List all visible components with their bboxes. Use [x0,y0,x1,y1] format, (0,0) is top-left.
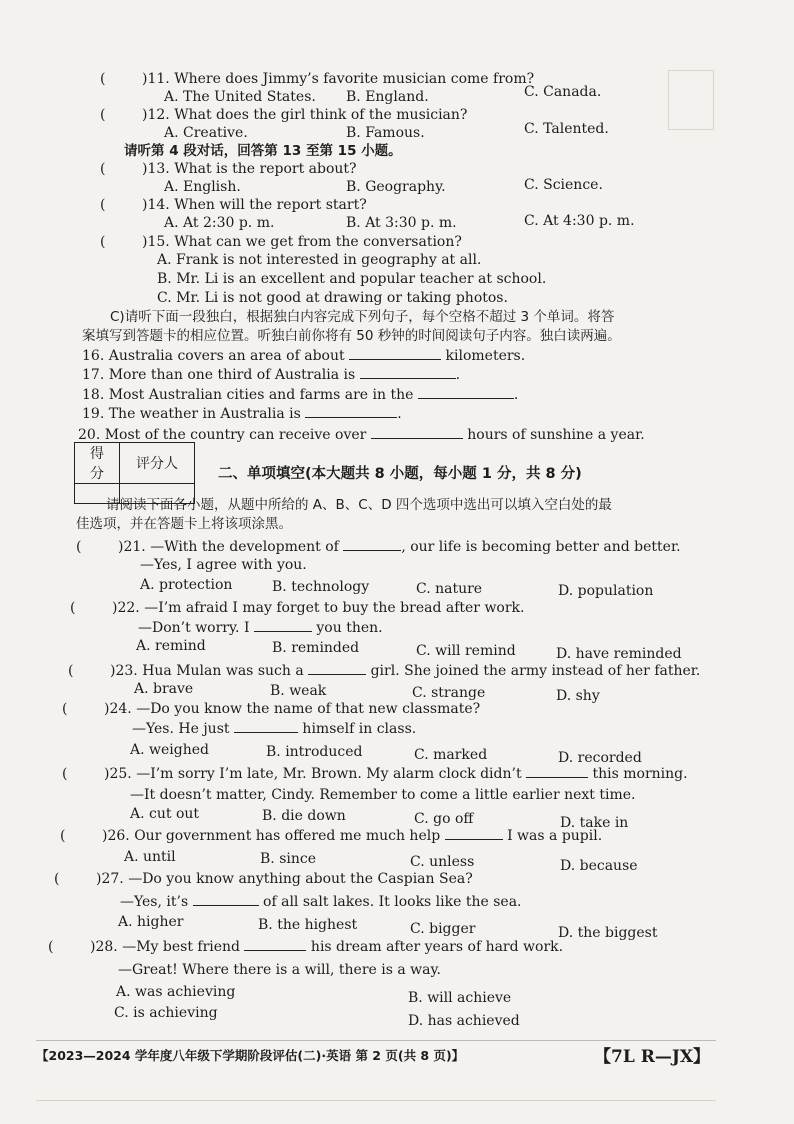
q27-option-b: B. the highest [258,917,358,933]
q26-option-d: D. because [560,858,638,874]
mc-blank-25[interactable] [526,764,588,778]
q23-option-d: D. shy [556,688,600,704]
question-15: ( )15. What can we get from the conversation? [100,234,462,250]
q28-option-a: A. was achieving [116,984,236,1000]
q21-option-d: D. population [558,583,654,599]
question-25: ( )25. —I’m sorry I’m late, Mr. Brown. My alarm clock didn’t this morning. [62,766,688,782]
q28-reply: —Great! Where there is a will, there is a way. [118,962,442,978]
q11-option-c: C. Canada. [524,84,602,100]
fill-item-16: 16. Australia covers an area of about kilometers. [82,348,526,364]
q26-option-c: C. unless [410,854,475,870]
footer-text: 【2023—2024 学年度八年级下学期阶段评估(二)·英语 第 2 页(共 8 页)】 [36,1048,465,1063]
q26-option-b: B. since [260,851,316,867]
q28-option-b: B. will achieve [408,990,512,1006]
q12-option-c: C. Talented. [524,121,609,137]
fill-item-19: 19. The weather in Australia is . [82,406,402,422]
question-21: ( )21. —With the development of , our life is becoming better and better. [76,539,681,555]
q21-option-a: A. protection [140,577,233,593]
q22-option-a: A. remind [136,638,206,654]
question-13: ( )13. What is the report about? [100,161,357,177]
answer-blank-17[interactable] [360,365,456,379]
q11-option-b: B. England. [346,89,429,105]
question-27: ( )27. —Do you know anything about the Caspian Sea? [54,871,473,887]
q27-option-d: D. the biggest [558,925,658,941]
q24-option-a: A. weighed [130,742,209,758]
q24-option-c: C. marked [414,747,488,763]
q15-option-c: C. Mr. Li is not good at drawing or taking photos. [157,290,508,306]
q12-option-b: B. Famous. [346,125,425,141]
footer-code: 【7L R—JX】 [594,1047,711,1067]
q27-option-a: A. higher [118,914,184,930]
q22-option-b: B. reminded [272,640,360,656]
mc-blank-28[interactable] [244,937,306,951]
mc-blank-26[interactable] [445,826,503,840]
question-23: ( )23. Hua Mulan was such a girl. She joined the army instead of her father. [68,663,701,679]
fill-item-20: 20. Most of the country can receive over hours of sunshine a year. [78,427,645,443]
q25-option-b: B. die down [262,808,346,824]
fill-item-18: 18. Most Australian cities and farms are in the . [82,387,519,403]
partC-instruction-line1: C)请听下面一段独白，根据独白内容完成下列句子，每个空格不超过 3 个单词。将答 [110,309,615,325]
q28-option-d: D. has achieved [408,1013,520,1029]
q22-option-c: C. will remind [416,643,516,659]
q24-option-d: D. recorded [558,750,642,766]
section2-instruction-line2: 佳选项，并在答题卡上将该项涂黑。 [76,516,292,532]
question-28: ( )28. —My best friend his dream after years of hard work. [48,939,564,955]
score-header: 得 分 [75,443,120,484]
q21-reply: —Yes, I agree with you. [140,557,307,573]
q23-option-a: A. brave [134,681,194,697]
q24-option-b: B. introduced [266,744,363,760]
q25-option-d: D. take in [560,815,629,831]
q22-reply: —Don’t worry. I you then. [138,620,383,636]
mc-blank-22[interactable] [254,618,312,632]
grader-header: 评分人 [120,443,195,484]
score-table [74,442,195,504]
q22-option-d: D. have reminded [556,646,682,662]
answer-blank-19[interactable] [305,404,397,418]
q25-option-a: A. cut out [130,806,200,822]
q21-option-b: B. technology [272,579,370,595]
q23-option-c: C. strange [412,685,486,701]
q15-option-a: A. Frank is not interested in geography at all. [157,252,482,268]
q28-option-c: C. is achieving [114,1005,218,1021]
mc-blank-21[interactable] [343,537,401,551]
q14-option-b: B. At 3:30 p. m. [346,215,457,231]
q25-option-c: C. go off [414,811,474,827]
answer-blank-18[interactable] [418,385,514,399]
faint-stamp-mark [668,70,714,130]
question-22: ( )22. —I’m afraid I may forget to buy the bread after work. [70,600,525,616]
q21-option-c: C. nature [416,581,483,597]
mc-blank-24[interactable] [234,719,298,733]
q15-option-b: B. Mr. Li is an excellent and popular teacher at school. [157,271,547,287]
question-12: ( )12. What does the girl think of the musician? [100,107,468,123]
question-11: ( )11. Where does Jimmy’s favorite musician come from? [100,71,535,87]
q11-option-a: A. The United States. [164,89,316,105]
question-26: ( )26. Our government has offered me much help I was a pupil. [60,828,603,844]
q13-option-a: A. English. [164,179,241,195]
q23-option-b: B. weak [270,683,327,699]
q27-option-c: C. bigger [410,921,476,937]
q12-option-a: A. Creative. [164,125,248,141]
question-24: ( )24. —Do you know the name of that new classmate? [62,701,481,717]
q14-option-a: A. At 2:30 p. m. [164,215,275,231]
q26-option-a: A. until [124,849,176,865]
section2-instruction-line1: 请阅读下面各小题，从题中所给的 A、B、C、D 四个选项中选出可以填入空白处的最 [106,497,612,513]
q13-option-c: C. Science. [524,177,603,193]
fill-item-17: 17. More than one third of Australia is . [82,367,461,383]
answer-blank-16[interactable] [349,346,441,360]
q13-option-b: B. Geography. [346,179,446,195]
mc-blank-27[interactable] [193,892,259,906]
q14-option-c: C. At 4:30 p. m. [524,213,635,229]
mc-blank-23[interactable] [308,661,366,675]
partC-instruction-line2: 案填写到答题卡的相应位置。听独白前你将有 50 秒钟的时间阅读句子内容。独白读两遍。 [82,328,621,344]
q25-reply: —It doesn’t matter, Cindy. Remember to come a little earlier next time. [130,787,636,803]
section2-title: 二、单项填空(本大题共 8 小题，每小题 1 分，共 8 分) [218,466,582,482]
dialog4-instruction: 请听第 4 段对话，回答第 13 至第 15 小题。 [124,143,402,159]
bottom-edge [36,1100,716,1101]
question-14: ( )14. When will the report start? [100,197,367,213]
q24-reply: —Yes. He just himself in class. [132,721,417,737]
footer-divider [36,1040,716,1041]
q27-reply: —Yes, it’s of all salt lakes. It looks like the sea. [120,894,522,910]
answer-blank-20[interactable] [371,425,463,439]
